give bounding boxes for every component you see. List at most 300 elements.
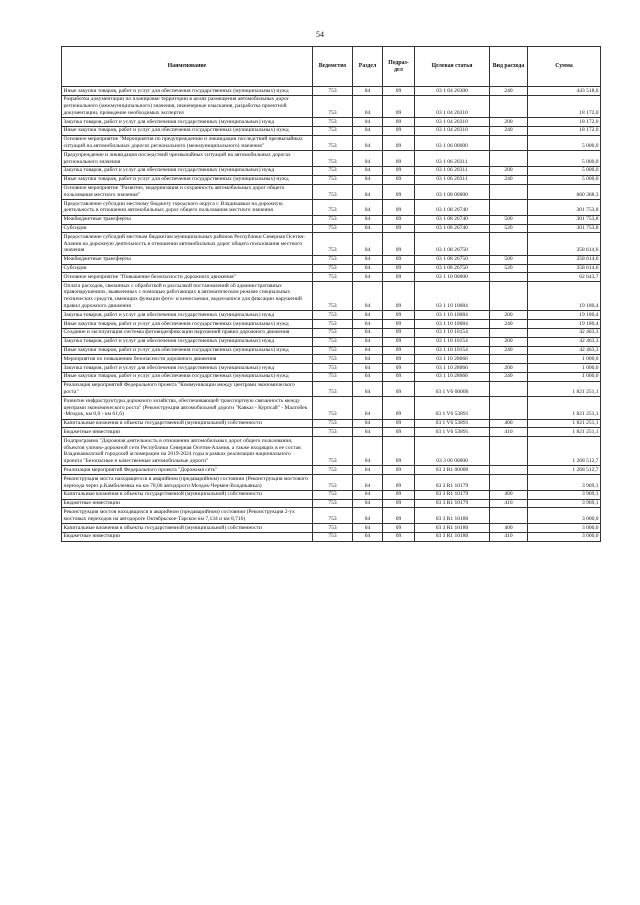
cell-type: 200 (490, 118, 528, 127)
header-target: Целевая статья (415, 47, 490, 87)
cell-section: 04 (353, 118, 383, 127)
cell-target: 03 1 08 26750 (415, 233, 490, 255)
table-row (62, 87, 601, 96)
cell-dept: 753 (313, 381, 353, 397)
cell-sum: 19 180,4 (528, 320, 601, 329)
cell-subsection: 09 (383, 87, 415, 96)
table-row (62, 273, 601, 282)
table-row (62, 200, 601, 216)
cell-dept: 753 (313, 355, 353, 364)
cell-section: 04 (353, 499, 383, 508)
cell-name: Основное мероприятие "Развитие, модернизация и сохранность автомобильных дорог общего пользования местного значения" (62, 184, 313, 200)
table-row (62, 508, 601, 524)
cell-dept: 753 (313, 337, 353, 346)
cell-sum: 1 821 251,1 (528, 428, 601, 437)
cell-type (490, 437, 528, 466)
table-row (62, 184, 601, 200)
table-row (62, 311, 601, 320)
cell-section: 04 (353, 337, 383, 346)
cell-name: Бюджетные инвестиции (62, 532, 313, 541)
cell-dept: 753 (313, 328, 353, 337)
cell-name: Субсидии (62, 224, 313, 233)
cell-target: 03 1 04 20310 (415, 126, 490, 135)
table-row (62, 346, 601, 355)
cell-target: 03 1 V6 53891 (415, 419, 490, 428)
cell-type: 240 (490, 175, 528, 184)
cell-sum: 19 180,4 (528, 282, 601, 311)
cell-type: 500 (490, 255, 528, 264)
cell-sum: 3 969,1 (528, 490, 601, 499)
table-row (62, 135, 601, 151)
cell-name: Закупка товаров, работ и услуг для обеспечения государственных (муниципальных) нужд (62, 166, 313, 175)
cell-sum: 3 969,1 (528, 475, 601, 491)
cell-target: 03 3 00 00000 (415, 437, 490, 466)
table-row (62, 282, 601, 311)
cell-sum: 1 268 512,7 (528, 437, 601, 466)
cell-type: 240 (490, 372, 528, 381)
cell-dept: 753 (313, 466, 353, 475)
cell-subsection: 09 (383, 135, 415, 151)
cell-dept: 753 (313, 273, 353, 282)
cell-target: 03 1 08 26750 (415, 255, 490, 264)
cell-dept: 753 (313, 320, 353, 329)
cell-sum: 1 000,0 (528, 372, 601, 381)
cell-dept: 753 (313, 397, 353, 419)
cell-target: 03 1 V6 00000 (415, 381, 490, 397)
cell-subsection: 09 (383, 397, 415, 419)
cell-name: Предоставление субсидий местным бюджетам муниципальных районов Республики Северная Осетия-Алания на дорожную деятельность в отношении автомобильных дорог общего пользования местного значения (62, 233, 313, 255)
cell-dept: 753 (313, 255, 353, 264)
table-row (62, 224, 601, 233)
cell-type: 400 (490, 490, 528, 499)
cell-section: 04 (353, 428, 383, 437)
cell-subsection: 09 (383, 381, 415, 397)
cell-section: 04 (353, 255, 383, 264)
cell-target: 03 1 10 10154 (415, 328, 490, 337)
cell-type (490, 381, 528, 397)
cell-target: 03 1 08 26750 (415, 264, 490, 273)
table-row (62, 372, 601, 381)
cell-section: 04 (353, 311, 383, 320)
cell-dept: 753 (313, 346, 353, 355)
cell-type: 200 (490, 364, 528, 373)
cell-sum: 19 180,4 (528, 311, 601, 320)
cell-name: Иные закупки товаров, работ и услуг для обеспечения государственных (муниципальных) нужд (62, 320, 313, 329)
cell-dept: 753 (313, 364, 353, 373)
cell-name: Закупка товаров, работ и услуг для обеспечения государственных (муниципальных) нужд (62, 311, 313, 320)
table-row (62, 255, 601, 264)
cell-sum: 358 614,6 (528, 233, 601, 255)
cell-target: 03 3 R1 10179 (415, 490, 490, 499)
cell-sum: 3 000,0 (528, 524, 601, 533)
cell-name: Бюджетные инвестиции (62, 499, 313, 508)
table-row (62, 166, 601, 175)
cell-type: 520 (490, 264, 528, 273)
cell-subsection: 09 (383, 499, 415, 508)
table-row (62, 419, 601, 428)
table-row (62, 428, 601, 437)
cell-target: 03 1 08 26740 (415, 224, 490, 233)
table-row (62, 364, 601, 373)
cell-type: 500 (490, 215, 528, 224)
cell-subsection: 09 (383, 419, 415, 428)
cell-type: 400 (490, 524, 528, 533)
cell-section: 04 (353, 524, 383, 533)
cell-target: 03 1 10 10154 (415, 337, 490, 346)
cell-subsection: 09 (383, 490, 415, 499)
cell-target: 03 1 V6 53891 (415, 397, 490, 419)
cell-sum: 42 463,3 (528, 328, 601, 337)
cell-name: Реконструкция мостов находящихся в аварийном (предаварийном) состоянии (Реконструкция 2-ух мостовых переходов на автодороге Октябрьское-Тарское км 7,134 и км 8,716) (62, 508, 313, 524)
cell-name: Предупреждение и ликвидация последствий чрезвычайных ситуаций на автомобильных дорогах регионального значения (62, 151, 313, 167)
cell-target: 03 1 10 28066 (415, 355, 490, 364)
cell-section: 04 (353, 282, 383, 311)
cell-target: 03 3 R1 10179 (415, 499, 490, 508)
cell-sum: 1 821 251,1 (528, 419, 601, 428)
cell-sum: 301 753,8 (528, 200, 601, 216)
header-dept: Ведомство (313, 47, 353, 87)
header-sum: Сумма (528, 47, 601, 87)
cell-section: 04 (353, 87, 383, 96)
cell-section: 04 (353, 475, 383, 491)
cell-type (490, 397, 528, 419)
cell-section: 04 (353, 508, 383, 524)
cell-dept: 753 (313, 151, 353, 167)
cell-section: 04 (353, 151, 383, 167)
cell-target: 03 1 04 20310 (415, 118, 490, 127)
cell-sum: 18 172,0 (528, 95, 601, 117)
cell-type: 200 (490, 337, 528, 346)
table-row (62, 437, 601, 466)
cell-name: Реализация мероприятий Федерального проекта "Дорожная сеть" (62, 466, 313, 475)
cell-type: 240 (490, 126, 528, 135)
cell-subsection: 09 (383, 466, 415, 475)
cell-target: 03 3 R1 10180 (415, 524, 490, 533)
cell-type (490, 508, 528, 524)
cell-name: Реализация мероприятий Федерального проекта "Коммуникации между центрами экономического роста" (62, 381, 313, 397)
cell-subsection: 09 (383, 264, 415, 273)
cell-subsection: 09 (383, 437, 415, 466)
cell-sum: 1 268 512,7 (528, 466, 601, 475)
cell-dept: 753 (313, 87, 353, 96)
cell-sum: 18 172,0 (528, 118, 601, 127)
cell-sum: 3 000,0 (528, 532, 601, 541)
cell-dept: 753 (313, 311, 353, 320)
cell-subsection: 09 (383, 184, 415, 200)
cell-section: 04 (353, 175, 383, 184)
table-header-row (62, 47, 601, 87)
cell-type: 200 (490, 166, 528, 175)
cell-type: 410 (490, 499, 528, 508)
cell-type (490, 233, 528, 255)
cell-target: 03 3 R1 00000 (415, 466, 490, 475)
table-row (62, 151, 601, 167)
cell-subsection: 09 (383, 355, 415, 364)
table-row (62, 95, 601, 117)
table-row (62, 466, 601, 475)
table-row (62, 397, 601, 419)
cell-dept: 753 (313, 184, 353, 200)
cell-target: 03 1 10 10084 (415, 320, 490, 329)
cell-dept: 753 (313, 118, 353, 127)
cell-sum: 1 821 251,1 (528, 381, 601, 397)
cell-sum: 5 000,0 (528, 135, 601, 151)
cell-target: 03 1 06 20311 (415, 151, 490, 167)
cell-target: 03 1 04 20310 (415, 95, 490, 117)
cell-section: 04 (353, 200, 383, 216)
cell-name: Закупка товаров, работ и услуг для обеспечения государственных (муниципальных) нужд (62, 118, 313, 127)
page-number: 54 (316, 30, 324, 39)
cell-sum: 18 172,0 (528, 126, 601, 135)
cell-section: 04 (353, 532, 383, 541)
cell-type (490, 200, 528, 216)
cell-subsection: 09 (383, 508, 415, 524)
cell-section: 04 (353, 215, 383, 224)
cell-target: 03 1 10 28066 (415, 364, 490, 373)
cell-type: 240 (490, 320, 528, 329)
cell-target: 03 1 10 10084 (415, 282, 490, 311)
cell-dept: 753 (313, 215, 353, 224)
cell-sum: 42 463,3 (528, 337, 601, 346)
cell-dept: 753 (313, 126, 353, 135)
cell-target: 03 1 06 00000 (415, 135, 490, 151)
cell-name: Мероприятия по повышению безопасности дорожного движения (62, 355, 313, 364)
table-row (62, 264, 601, 273)
cell-sum: 358 614,6 (528, 255, 601, 264)
cell-section: 04 (353, 273, 383, 282)
cell-section: 04 (353, 490, 383, 499)
cell-type: 400 (490, 419, 528, 428)
cell-dept: 753 (313, 490, 353, 499)
cell-subsection: 09 (383, 475, 415, 491)
cell-section: 04 (353, 224, 383, 233)
cell-name: Создание и эксплуатация системы фотовидеофиксации нарушений правил дорожного движения (62, 328, 313, 337)
cell-dept: 753 (313, 282, 353, 311)
cell-name: Капитальные вложения в объекты государственной (муниципальной) собственности (62, 419, 313, 428)
cell-target: 03 1 10 10084 (415, 311, 490, 320)
cell-section: 04 (353, 372, 383, 381)
cell-dept: 753 (313, 437, 353, 466)
cell-type (490, 135, 528, 151)
cell-section: 04 (353, 466, 383, 475)
cell-subsection: 09 (383, 255, 415, 264)
cell-dept: 753 (313, 524, 353, 533)
cell-dept: 753 (313, 264, 353, 273)
cell-name: Основное мероприятие "Повышение безопасности дорожного движения" (62, 273, 313, 282)
cell-name: Основное мероприятие "Мероприятия по предупреждению и ликвидации последствий чрезвычайных ситуаций на автомобильных дорогах регионального (межмуниципального) значения" (62, 135, 313, 151)
cell-sum: 5 000,0 (528, 151, 601, 167)
cell-dept: 753 (313, 372, 353, 381)
cell-name: Оплата расходов, связанных с обработкой и рассылкой постановлений об административных правонарушениях, выявленных с помощью работающих в автоматическом режиме специальных технических средств, имеющих функции фото- и киносъемки, видеозаписи для фиксации нарушений правил дорожного движения (62, 282, 313, 311)
cell-subsection: 09 (383, 151, 415, 167)
table-row (62, 233, 601, 255)
cell-section: 04 (353, 364, 383, 373)
cell-subsection: 09 (383, 364, 415, 373)
cell-section: 04 (353, 184, 383, 200)
cell-target: 03 1 04 20300 (415, 87, 490, 96)
cell-name: Разработка документации по планировке территории в целях размещения автомобильных дорог регионального (межмуниципального) значения, инженерные изыскания, разработка проектной документации, проведение необходимых экспертиз (62, 95, 313, 117)
table-row (62, 215, 601, 224)
cell-type (490, 273, 528, 282)
cell-dept: 753 (313, 508, 353, 524)
cell-subsection: 09 (383, 118, 415, 127)
cell-subsection: 09 (383, 273, 415, 282)
table-row (62, 328, 601, 337)
cell-dept: 753 (313, 475, 353, 491)
cell-type: 240 (490, 346, 528, 355)
cell-subsection: 09 (383, 320, 415, 329)
cell-sum: 301 753,8 (528, 224, 601, 233)
table-row (62, 490, 601, 499)
cell-type (490, 95, 528, 117)
cell-type (490, 328, 528, 337)
table-row (62, 532, 601, 541)
cell-section: 04 (353, 437, 383, 466)
cell-sum: 660 368,3 (528, 184, 601, 200)
cell-subsection: 09 (383, 126, 415, 135)
table-row (62, 475, 601, 491)
header-name: Наименование (62, 47, 313, 87)
table-row (62, 381, 601, 397)
cell-type (490, 282, 528, 311)
cell-name: Развитие инфраструктуры дорожного хозяйства, обеспечивающей транспортную связанность между центрами экономического роста" (Реконструкция автомобильной дороги "Кавказ - Курпсай" - Малгобек -Моздок, км 0,0 - км 61,6) (62, 397, 313, 419)
cell-type: 520 (490, 224, 528, 233)
cell-section: 04 (353, 233, 383, 255)
cell-dept: 753 (313, 233, 353, 255)
cell-section: 04 (353, 346, 383, 355)
cell-name: Подпрограмма "Дорожная деятельность в отношении автомобильных дорог общего пользования, объектов улично-дорожной сети Республики Северная Осетия-Алания, а также входящих в ее состав Владикавказской городской агломерации на 2019-2024 годы в рамках реализации национального проекта "Безопасные и качественные автомобильные дороги" (62, 437, 313, 466)
cell-section: 04 (353, 95, 383, 117)
cell-sum: 1 821 251,1 (528, 397, 601, 419)
cell-name: Иные закупки товаров, работ и услуг для обеспечения государственных (муниципальных) нужд (62, 87, 313, 96)
cell-sum: 3 000,0 (528, 508, 601, 524)
cell-name: Межбюджетные трансферты (62, 255, 313, 264)
cell-name: Капитальные вложения в объекты государственной (муниципальной) собственности (62, 490, 313, 499)
cell-subsection: 09 (383, 428, 415, 437)
table-body (62, 87, 601, 542)
cell-name: Иные закупки товаров, работ и услуг для обеспечения государственных (муниципальных) нужд (62, 175, 313, 184)
header-type: Вид расхода (490, 47, 528, 87)
cell-target: 03 1 08 00000 (415, 184, 490, 200)
cell-subsection: 09 (383, 328, 415, 337)
cell-sum: 443 518,6 (528, 87, 601, 96)
cell-section: 04 (353, 264, 383, 273)
cell-name: Иные закупки товаров, работ и услуг для обеспечения государственных (муниципальных) нужд (62, 372, 313, 381)
cell-dept: 753 (313, 428, 353, 437)
cell-sum: 5 000,0 (528, 175, 601, 184)
table-row (62, 320, 601, 329)
cell-sum: 358 614,6 (528, 264, 601, 273)
cell-section: 04 (353, 328, 383, 337)
cell-section: 04 (353, 355, 383, 364)
cell-type: 410 (490, 428, 528, 437)
table-row (62, 118, 601, 127)
cell-sum: 3 969,1 (528, 499, 601, 508)
cell-subsection: 09 (383, 372, 415, 381)
cell-name: Закупка товаров, работ и услуг для обеспечения государственных (муниципальных) нужд (62, 337, 313, 346)
cell-section: 04 (353, 419, 383, 428)
cell-type (490, 466, 528, 475)
cell-type: 410 (490, 532, 528, 541)
cell-subsection: 09 (383, 311, 415, 320)
cell-name: Субсидии (62, 264, 313, 273)
cell-dept: 753 (313, 419, 353, 428)
cell-dept: 753 (313, 135, 353, 151)
cell-target: 03 1 10 28066 (415, 372, 490, 381)
cell-target: 03 1 08 26740 (415, 215, 490, 224)
cell-name: Межбюджетные трансферты (62, 215, 313, 224)
cell-sum: 5 000,0 (528, 166, 601, 175)
table-row (62, 175, 601, 184)
cell-section: 04 (353, 381, 383, 397)
cell-dept: 753 (313, 95, 353, 117)
cell-name: Иные закупки товаров, работ и услуг для обеспечения государственных (муниципальных) нужд (62, 126, 313, 135)
cell-dept: 753 (313, 224, 353, 233)
cell-section: 04 (353, 320, 383, 329)
cell-dept: 753 (313, 175, 353, 184)
cell-name: Предоставление субсидии местному бюджету городского округа г. Владикавказ на дорожную деятельность в отношении автомобильных дорог общего пользования местного значения (62, 200, 313, 216)
cell-name: Иные закупки товаров, работ и услуг для обеспечения государственных (муниципальных) нужд (62, 346, 313, 355)
header-section: Раздел (353, 47, 383, 87)
cell-subsection: 09 (383, 224, 415, 233)
cell-subsection: 09 (383, 346, 415, 355)
cell-type (490, 184, 528, 200)
cell-subsection: 09 (383, 200, 415, 216)
cell-sum: 301 753,8 (528, 215, 601, 224)
cell-section: 04 (353, 397, 383, 419)
cell-section: 04 (353, 166, 383, 175)
cell-section: 04 (353, 126, 383, 135)
cell-subsection: 09 (383, 532, 415, 541)
cell-type (490, 475, 528, 491)
cell-target: 03 1 08 26740 (415, 200, 490, 216)
cell-target: 03 1 V6 53891 (415, 428, 490, 437)
table-row (62, 524, 601, 533)
cell-section: 04 (353, 135, 383, 151)
cell-name: Реконструкция моста находящегося в аварийном (предаварийном) состоянии (Реконструкция мостового перехода через р.Камбилеевка на км 78,06 автодороги Моздок-Чермен-Владикавказ) (62, 475, 313, 491)
cell-target: 03 1 06 20311 (415, 175, 490, 184)
budget-table (61, 46, 601, 542)
table-row (62, 355, 601, 364)
cell-subsection: 09 (383, 524, 415, 533)
cell-type (490, 151, 528, 167)
cell-target: 03 3 R1 10180 (415, 508, 490, 524)
cell-name: Капитальные вложения в объекты государственной (муниципальной) собственности (62, 524, 313, 533)
cell-subsection: 09 (383, 166, 415, 175)
cell-type: 200 (490, 311, 528, 320)
cell-dept: 753 (313, 532, 353, 541)
cell-dept: 753 (313, 200, 353, 216)
cell-target: 03 3 R1 10179 (415, 475, 490, 491)
cell-dept: 753 (313, 499, 353, 508)
cell-target: 03 1 10 10154 (415, 346, 490, 355)
cell-subsection: 09 (383, 95, 415, 117)
cell-subsection: 09 (383, 282, 415, 311)
table-row (62, 337, 601, 346)
cell-sum: 62 643,7 (528, 273, 601, 282)
cell-sum: 42 463,3 (528, 346, 601, 355)
cell-name: Бюджетные инвестиции (62, 428, 313, 437)
cell-type: 240 (490, 87, 528, 96)
cell-subsection: 09 (383, 175, 415, 184)
cell-name: Закупка товаров, работ и услуг для обеспечения государственных (муниципальных) нужд (62, 364, 313, 373)
cell-type (490, 355, 528, 364)
cell-subsection: 09 (383, 233, 415, 255)
cell-target: 03 3 R1 10180 (415, 532, 490, 541)
table-row (62, 499, 601, 508)
table-row (62, 126, 601, 135)
cell-target: 03 1 10 00000 (415, 273, 490, 282)
